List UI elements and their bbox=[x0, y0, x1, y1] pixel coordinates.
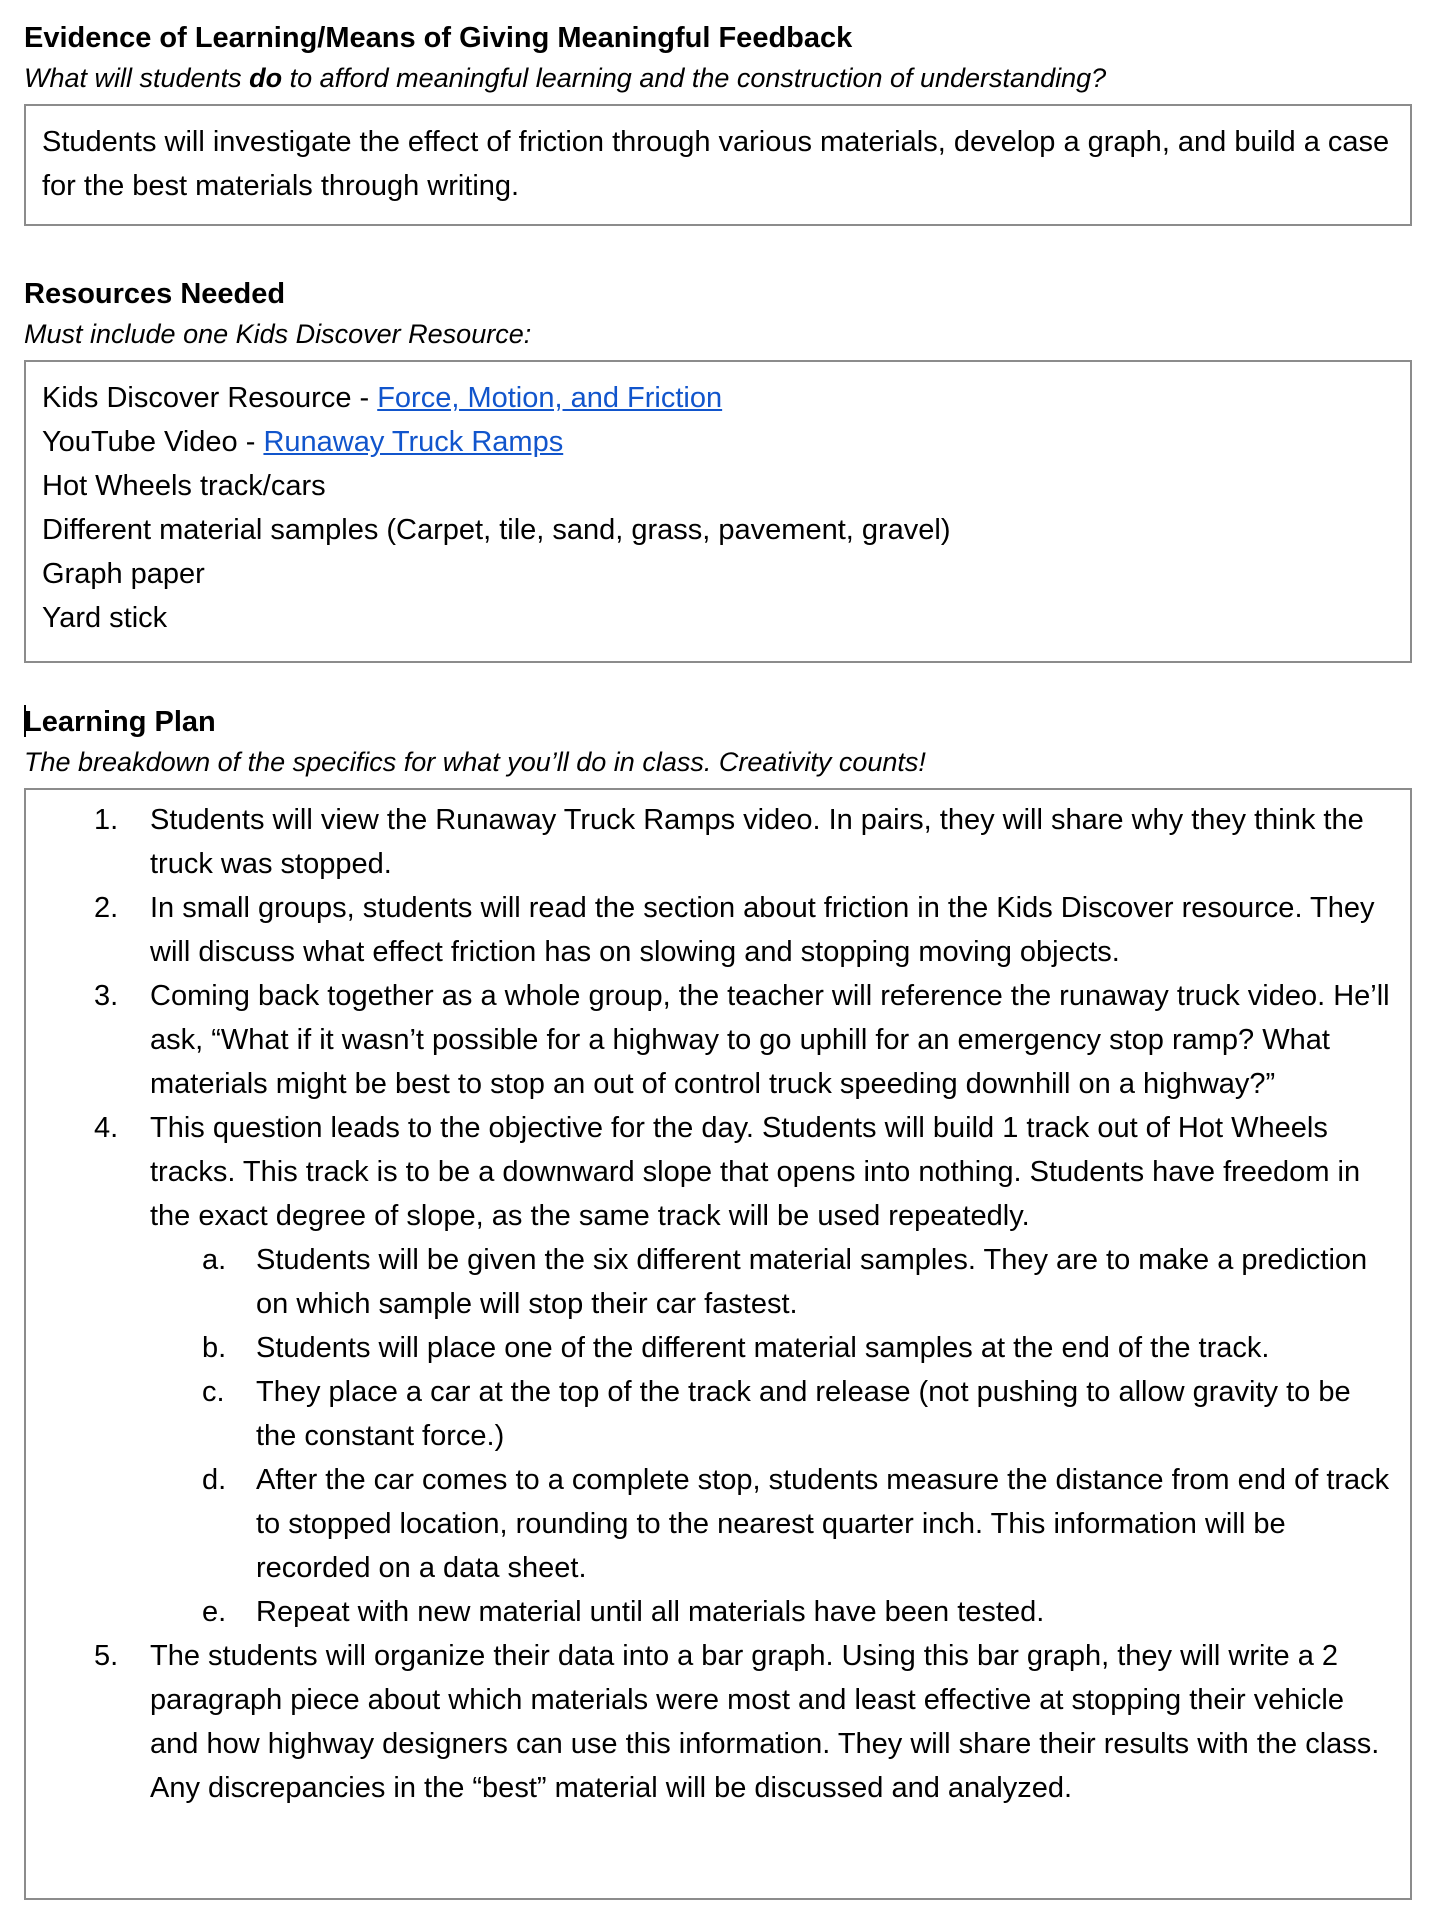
resource-item: Yard stick bbox=[42, 602, 168, 634]
step-text: Coming back together as a whole group, the teacher will reference the runaway truck video. He’ll ask, “What if it wasn’t possible for a highway to go uphill for an emergency stop ramp? What materials might be best to stop an out of control truck speeding downhill on a highway?” bbox=[150, 980, 1390, 1100]
sub-list-item bbox=[26, 1326, 1394, 1370]
substep-letter: a. bbox=[202, 1244, 227, 1276]
substep-letter: b. bbox=[202, 1332, 227, 1364]
evidence-section bbox=[24, 20, 1412, 226]
resource-item: Kids Discover Resource - Force, Motion, and Friction bbox=[42, 382, 723, 414]
step-text: This question leads to the objective for the day. Students will build 1 track out of Hot Wheels tracks. This track is to be a downward slope that opens into nothing. Students have freedom in the exact degree of slope, as the same track will be used repeatedly. bbox=[150, 1112, 1361, 1232]
sub-list-item bbox=[26, 1590, 1394, 1634]
evidence-textbox[interactable] bbox=[24, 104, 1412, 226]
substep-text: Students will be given the six different material samples. They are to make a prediction on which sample will stop their car fastest. bbox=[256, 1244, 1368, 1320]
step-number: 1. bbox=[94, 804, 119, 836]
substep-text: Students will place one of the different material samples at the end of the track. bbox=[256, 1332, 1270, 1364]
resources-textbox[interactable] bbox=[24, 360, 1412, 663]
step-text: The students will organize their data into a bar graph. Using this bar graph, they will write a 2 paragraph piece about which materials were most and least effective at stopping their vehicle and how highway designers can use this information. They will share their results with the class. Any discrepancies in the “best” material will be discussed and analyzed. bbox=[150, 1640, 1380, 1804]
steps-list bbox=[26, 798, 1394, 1810]
resources-section bbox=[24, 276, 1412, 663]
substep-letter: d. bbox=[202, 1464, 227, 1496]
resource-item: YouTube Video - Runaway Truck Ramps bbox=[42, 426, 564, 458]
step-text: Students will view the Runaway Truck Ramps video. In pairs, they will share why they think the truck was stopped. bbox=[150, 804, 1364, 880]
runaway-truck-ramps-link[interactable]: Runaway Truck Ramps bbox=[263, 426, 564, 458]
step-number: 5. bbox=[94, 1640, 119, 1672]
learning-plan-textbox[interactable] bbox=[24, 788, 1412, 1900]
list-item bbox=[26, 886, 1394, 974]
evidence-title: Evidence of Learning/Means of Giving Meaningful Feedback bbox=[24, 22, 853, 54]
resources-subtitle: Must include one Kids Discover Resource: bbox=[24, 319, 532, 349]
substep-text: They place a car at the top of the track and release (not pushing to allow gravity to be the constant force.) bbox=[256, 1376, 1351, 1452]
resource-item: Different material samples (Carpet, tile, sand, grass, pavement, gravel) bbox=[42, 514, 951, 546]
step-number: 4. bbox=[94, 1112, 119, 1144]
substeps-list bbox=[150, 1238, 1394, 1634]
evidence-subtitle: What will students do to afford meaningful learning and the construction of understanding? bbox=[24, 63, 1107, 93]
list-item bbox=[26, 1634, 1394, 1810]
evidence-body: Students will investigate the effect of friction through various materials, develop a graph, and build a case for the best materials through writing. bbox=[42, 126, 1390, 202]
substep-text: Repeat with new material until all materials have been tested. bbox=[256, 1596, 1045, 1628]
resources-title: Resources Needed bbox=[24, 278, 286, 310]
sub-list-item bbox=[26, 1458, 1394, 1590]
sub-list-item bbox=[26, 1238, 1394, 1326]
list-item bbox=[26, 798, 1394, 886]
step-number: 2. bbox=[94, 892, 119, 924]
list-item bbox=[26, 974, 1394, 1106]
learning-plan-section bbox=[24, 704, 1412, 1900]
learning-plan-subtitle: The breakdown of the specifics for what you’ll do in class. Creativity counts! bbox=[24, 747, 926, 777]
resource-item: Hot Wheels track/cars bbox=[42, 470, 326, 502]
substep-letter: e. bbox=[202, 1596, 227, 1628]
step-number: 3. bbox=[94, 980, 119, 1012]
step-text: In small groups, students will read the section about friction in the Kids Discover resource. They will discuss what effect friction has on slowing and stopping moving objects. bbox=[150, 892, 1375, 968]
substep-letter: c. bbox=[202, 1376, 225, 1408]
learning-plan-title: Learning Plan bbox=[24, 706, 216, 738]
sub-list-item bbox=[26, 1370, 1394, 1458]
list-item bbox=[26, 1106, 1394, 1634]
resource-item: Graph paper bbox=[42, 558, 205, 590]
force-motion-friction-link[interactable]: Force, Motion, and Friction bbox=[377, 382, 723, 414]
substep-text: After the car comes to a complete stop, students measure the distance from end of track to stopped location, rounding to the nearest quarter inch. This information will be recorded on a data sheet. bbox=[256, 1464, 1390, 1584]
